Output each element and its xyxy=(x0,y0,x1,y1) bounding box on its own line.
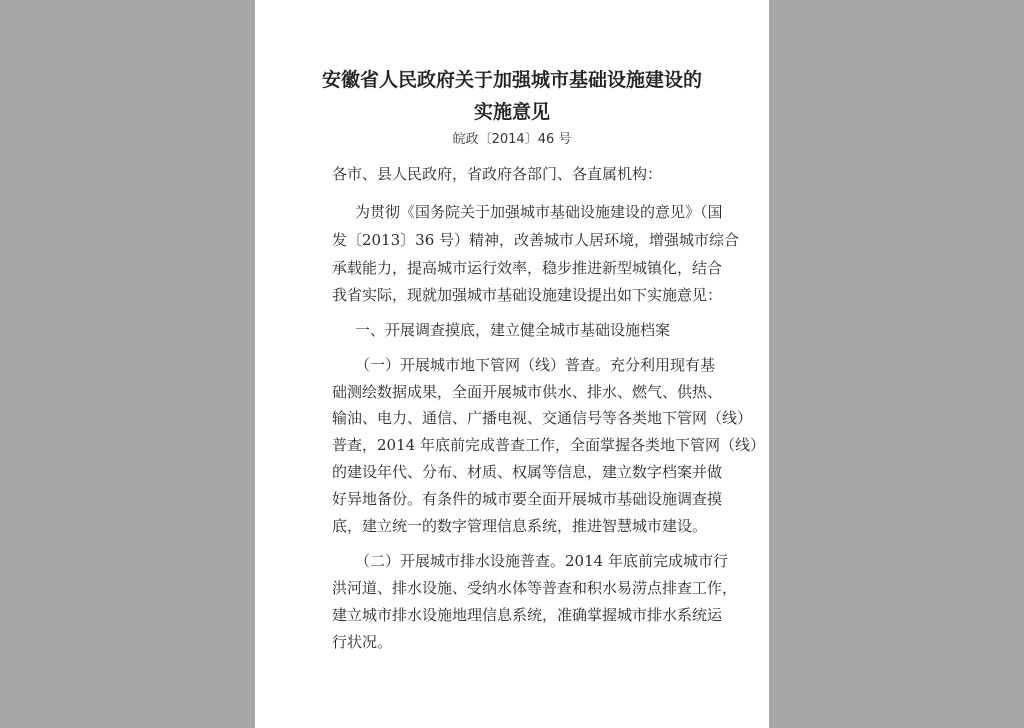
document-title-line1: 安徽省人民政府关于加强城市基础设施建设的 xyxy=(321,69,702,91)
intro-line: 发〔2013〕36 号）精神，改善城市人居环境，增强城市综合 xyxy=(332,231,740,249)
item2-line: 行状况。 xyxy=(332,633,393,651)
item1-line: （一）开展城市地下管网（线）普查。充分利用现有基 xyxy=(355,356,716,374)
item2-line: 洪河道、排水设施、受纳水体等普查和积水易涝点排查工作， xyxy=(332,579,738,597)
section-heading: 一、开展调查摸底，建立健全城市基础设施档案 xyxy=(355,321,671,339)
addressee: 各市、县人民政府，省政府各部门、各直属机构： xyxy=(332,165,663,183)
item1-line: 的建设年代、分布、材质、权属等信息，建立数字档案并做 xyxy=(332,463,723,481)
intro-line: 承载能力，提高城市运行效率，稳步推进新型城镇化，结合 xyxy=(332,259,723,277)
item1-line: 底，建立统一的数字管理信息系统，推进智慧城市建设。 xyxy=(332,517,708,535)
document-title-line2: 实施意见 xyxy=(473,101,550,123)
item2-line: （二）开展城市排水设施普查。2014 年底前完成城市行 xyxy=(355,552,728,570)
intro-line: 为贯彻《国务院关于加强城市基础设施建设的意见》（国 xyxy=(355,203,723,221)
item1-line: 普查，2014 年底前完成普查工作，全面掌握各类地下管网（线） xyxy=(332,436,765,454)
intro-line: 我省实际，现就加强城市基础设施建设提出如下实施意见： xyxy=(332,286,723,304)
document-number: 皖政〔2014〕46 号 xyxy=(452,132,572,147)
item1-line: 础测绘数据成果，全面开展城市供水、排水、燃气、供热、 xyxy=(332,383,723,401)
item2-line: 建立城市排水设施地理信息系统，准确掌握城市排水系统运 xyxy=(332,606,723,624)
document-page xyxy=(255,0,769,728)
item1-line: 好异地备份。有条件的城市要全面开展城市基础设施调查摸 xyxy=(332,490,723,508)
item1-line: 输油、电力、通信、广播电视、交通信号等各类地下管网（线） xyxy=(332,409,753,427)
